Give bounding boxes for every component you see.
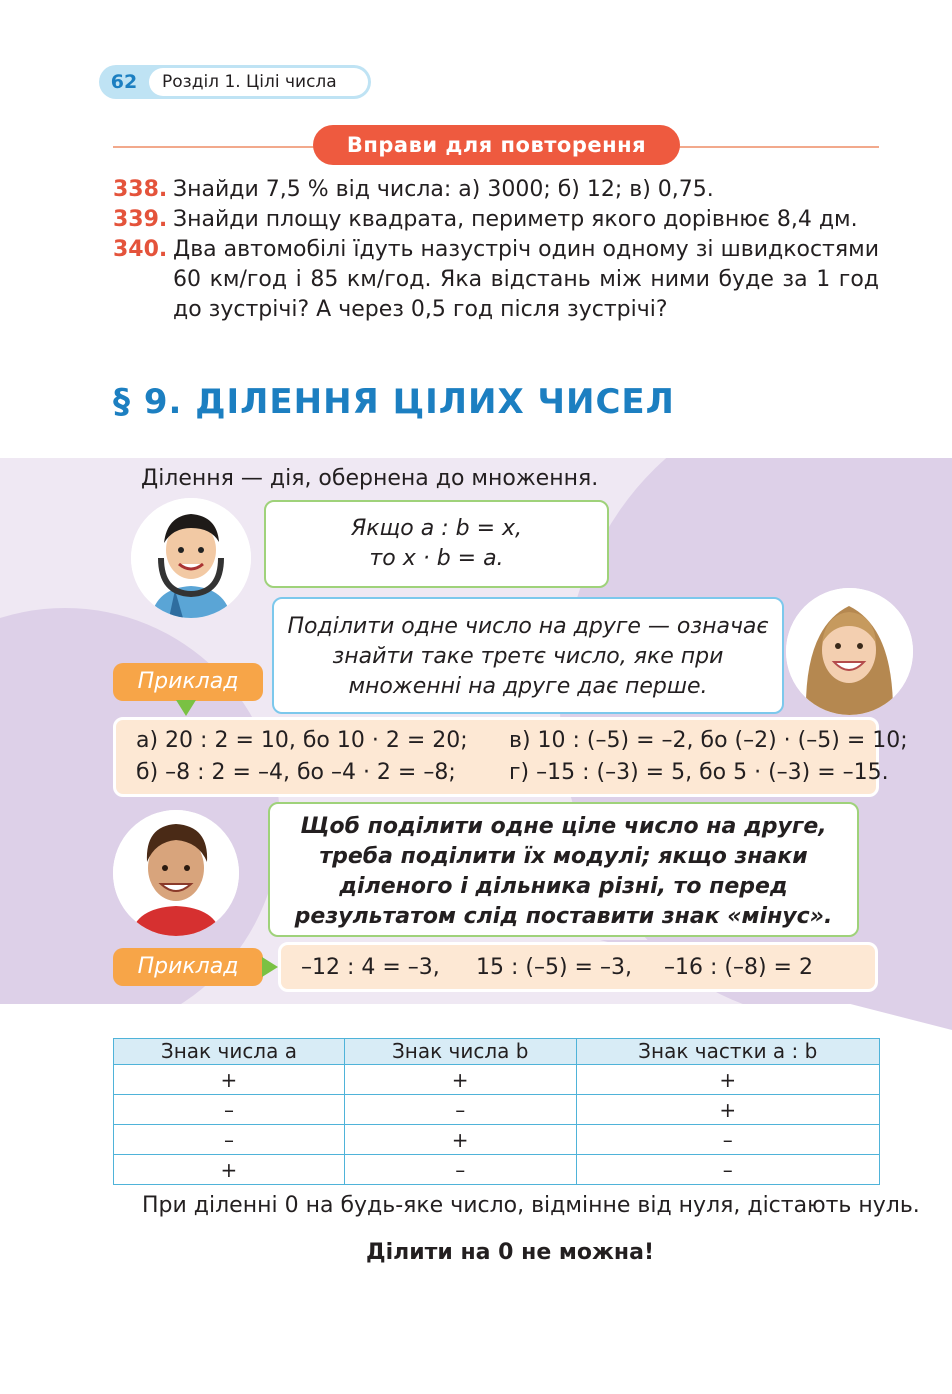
rule-bubble (268, 802, 859, 937)
exercise-text: Знайди 7,5 % від числа: а) 3000; б) 12; в) 0,75. (173, 177, 714, 202)
rule-line: результатом слід поставити знак «мінус». (294, 904, 833, 929)
bubble-line: то x · b = a. (369, 546, 504, 571)
table-cell: – (576, 1155, 880, 1185)
definition-text: Ділення — дія, обернена до множення. (141, 466, 599, 491)
table-cell: + (344, 1065, 576, 1095)
table-row (114, 1095, 880, 1125)
page-number: 62 (110, 71, 138, 93)
example-b: б) –8 : 2 = –4, бо –4 · 2 = –8; (136, 760, 456, 785)
example-2-3: –16 : (–8) = 2 (664, 955, 813, 980)
speech-bubble-division-definition (264, 500, 609, 588)
page-header (99, 65, 371, 99)
speech-bubble-division-meaning (272, 597, 784, 714)
table-header-row (114, 1039, 880, 1065)
table-cell: + (576, 1065, 880, 1095)
table-row (114, 1125, 880, 1155)
review-title: Вправи для повторення (313, 125, 680, 165)
table-row (114, 1155, 880, 1185)
example-2-2: 15 : (–5) = –3, (476, 955, 632, 980)
table-cell: + (576, 1095, 880, 1125)
table-cell: – (344, 1095, 576, 1125)
zero-division-warning: Ділити на 0 не можна! (365, 1240, 654, 1265)
section-title: § 9. ДІЛЕННЯ ЦІЛИХ ЧИСЕЛ (113, 382, 675, 422)
exercise-number: 340. (113, 237, 168, 262)
bubble-line: Поділити одне число на друге — означає (287, 614, 769, 639)
table-cell: + (114, 1065, 345, 1095)
exercise-text: Знайди площу квадрата, периметр якого дорівнює 8,4 дм. (173, 207, 858, 232)
example-box-2 (278, 942, 878, 992)
example-2-1: –12 : 4 = –3, (301, 955, 440, 980)
boy-red-avatar (113, 810, 239, 936)
bubble-line: Якщо a : b = x, (350, 516, 523, 541)
table-cell: – (114, 1125, 345, 1155)
bubble-line: множенні на друге дає перше. (348, 674, 708, 699)
bubble-line: знайти таке третє число, яке при (332, 644, 724, 669)
table-cell: + (344, 1125, 576, 1155)
zero-division-note: При діленні 0 на будь-яке число, відмінне від нуля, дістають нуль. (142, 1193, 920, 1218)
table-cell: + (114, 1155, 345, 1185)
table-cell: – (114, 1095, 345, 1125)
table-row (114, 1065, 880, 1095)
table-header: Знак частки a : b (576, 1039, 880, 1065)
girl-avatar (786, 588, 913, 715)
exercise-text: Два автомобілі їдуть назустріч один одному зі швидкостями 60 км/год і 85 км/год. Яка відстань між ними буде за 1 год до зустрічі? А через 0,5 год після зустрічі? (173, 237, 879, 322)
example-box-1 (113, 717, 908, 797)
example-g: г) –15 : (–3) = 5, бо 5 · (–3) = –15. (509, 760, 889, 785)
example-v: в) 10 : (–5) = –2, бо (–2) · (–5) = 10; (509, 728, 908, 753)
exercise-number: 339. (113, 207, 168, 232)
rule-line: діленого і дільника різні, то перед (339, 874, 788, 899)
table-header: Знак числа a (114, 1039, 345, 1065)
example-arrow-icon (262, 957, 278, 977)
example-label: Приклад (113, 948, 263, 986)
table-header: Знак числа b (344, 1039, 576, 1065)
rule-line: треба поділити їх модулі; якщо знаки (319, 844, 808, 869)
table-cell: – (344, 1155, 576, 1185)
chapter-title: Розділ 1. Цілі числа (149, 68, 368, 96)
rule-line: Щоб поділити одне ціле число на друге, (300, 814, 827, 839)
table-cell: – (576, 1125, 880, 1155)
boy-avatar (131, 498, 251, 618)
sign-table (113, 1038, 880, 1185)
example-label: Приклад (113, 663, 263, 701)
example-a: а) 20 : 2 = 10, бо 10 · 2 = 20; (136, 728, 468, 753)
example-arrow-icon (176, 700, 196, 716)
exercise-number: 338. (113, 177, 168, 202)
